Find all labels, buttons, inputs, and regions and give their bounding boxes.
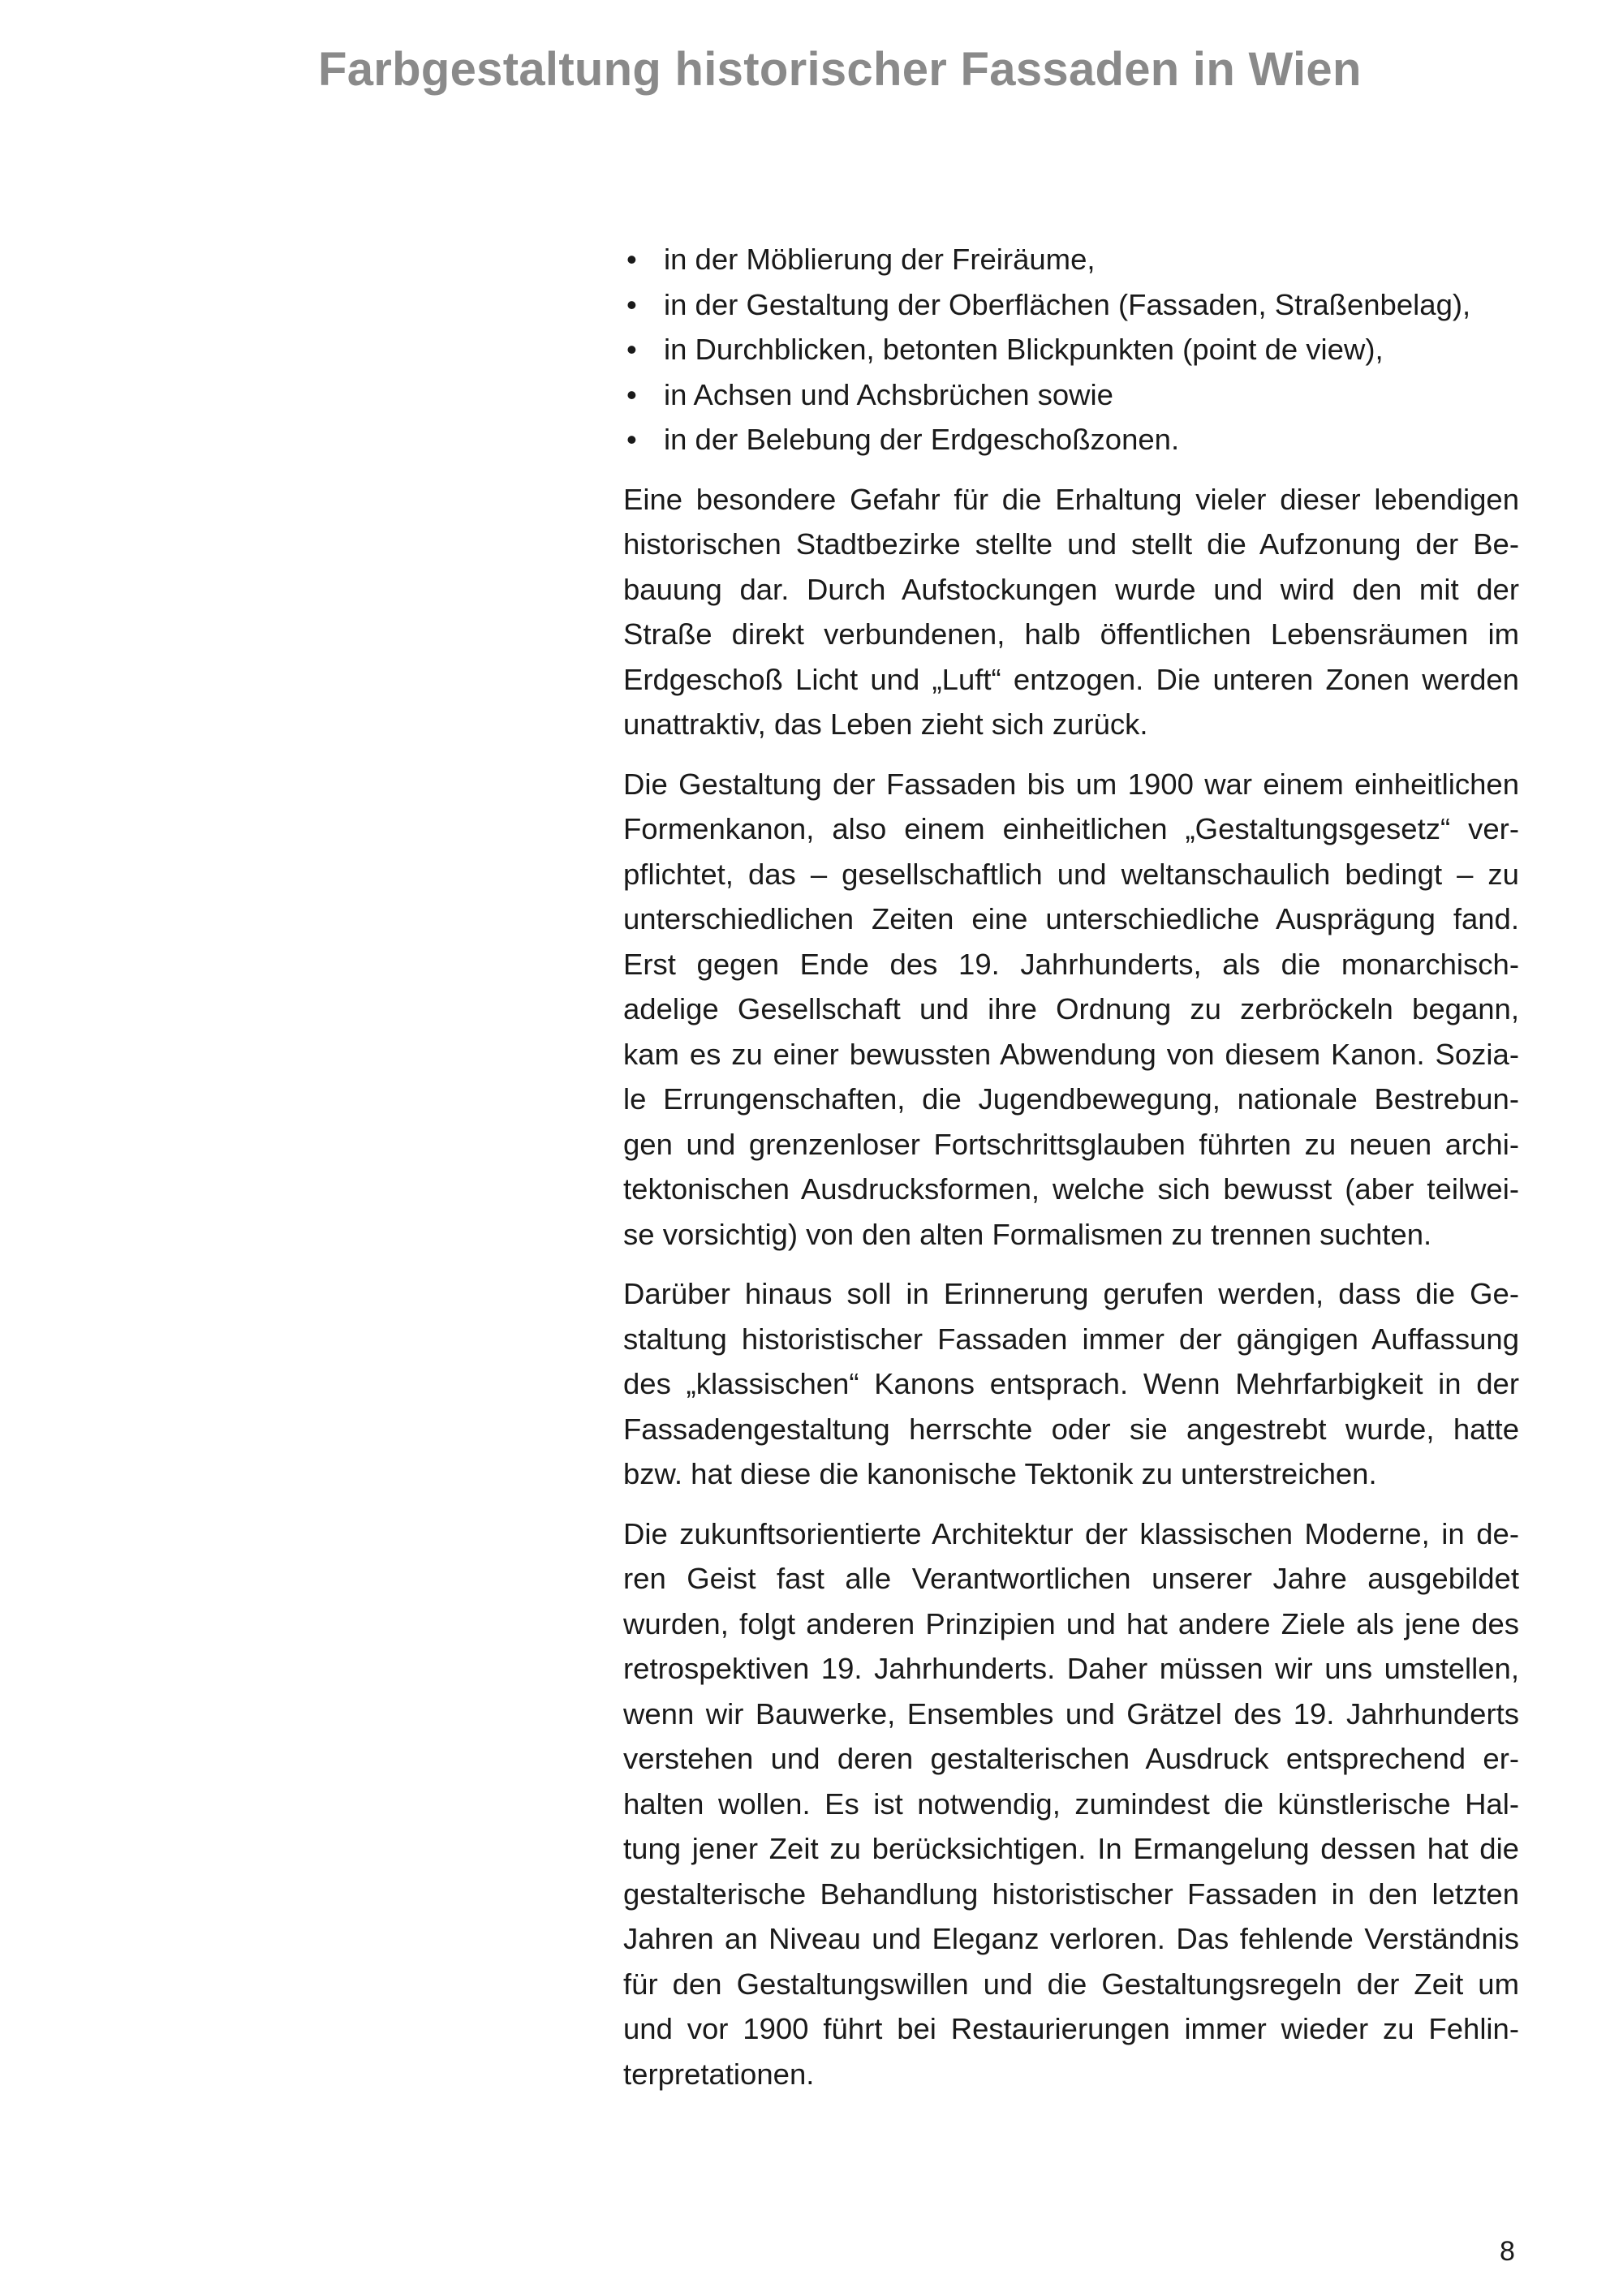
text-line: tung jener Zeit zu berücksichtigen. In Ermangelung dessen hat die: [623, 1832, 1519, 1865]
text-line: tektonischen Ausdrucksformen, welche sich bewusst (aber teilwei-: [623, 1172, 1519, 1206]
text-line: le Errungenschaften, die Jugendbewegung, nationale Bestrebun-: [623, 1082, 1519, 1116]
text-line: gen und grenzenloser Fortschrittsglauben führten zu neuen archi-: [623, 1127, 1519, 1161]
text-line: Erst gegen Ende des 19. Jahrhunderts, als die monarchisch-: [623, 947, 1519, 981]
list-item: • in der Belebung der Erdgeschoßzonen.: [623, 417, 1519, 462]
text-line: und vor 1900 führt bei Restaurierungen immer wieder zu Fehlin-: [623, 2012, 1519, 2045]
list-item: • in Achsen und Achsbrüchen sowie: [623, 372, 1519, 418]
text-line: Die Gestaltung der Fassaden bis um 1900 war einem einheitlichen: [623, 767, 1519, 801]
bullet-list: [623, 237, 1519, 462]
bullet-icon: •: [626, 287, 637, 321]
page-title: Farbgestaltung historischer Fassaden in Wien: [318, 43, 1362, 96]
text-line: se vorsichtig) von den alten Formalismen zu trennen suchten.: [623, 1217, 1432, 1251]
paragraph-formenkanon: [623, 762, 1519, 1258]
text-line: des „klassischen“ Kanons entsprach. Wenn Mehrfarbigkeit in der: [623, 1367, 1519, 1400]
text-line: unterschiedlichen Zeiten eine unterschiedliche Ausprägung fand.: [623, 902, 1519, 935]
text-line: historischen Stadtbezirke stellte und stellt die Aufzonung der Be-: [623, 527, 1519, 561]
text-line: ren Geist fast alle Verantwortlichen unserer Jahre ausgebildet: [623, 1562, 1519, 1595]
text-line: Straße direkt verbundenen, halb öffentlichen Lebensräumen im: [623, 617, 1519, 651]
paragraph-moderne: [623, 1511, 1519, 2097]
text-line: staltung historistischer Fassaden immer der gängigen Auffassung: [623, 1322, 1519, 1356]
bullet-icon: •: [626, 333, 637, 366]
text-line: für den Gestaltungswillen und die Gestaltungsregeln der Zeit um: [623, 1967, 1519, 2001]
text-line: retrospektiven 19. Jahrhunderts. Daher müssen wir uns umstellen,: [623, 1652, 1519, 1685]
text-line: halten wollen. Es ist notwendig, zumindest die künstlerische Hal-: [623, 1786, 1519, 1821]
paragraph-kanon: [623, 1271, 1519, 1497]
text-line: wurden, folgt anderen Prinzipien und hat andere Ziele als jene des: [623, 1606, 1519, 1640]
text-line: Darüber hinaus soll in Erinnerung gerufen werden, dass die Ge-: [623, 1277, 1519, 1310]
text-line: verstehen und deren gestalterischen Ausdruck entsprechend er-: [623, 1742, 1519, 1775]
text-line: terpretationen.: [623, 2057, 815, 2091]
paragraph-aufzonung: [623, 477, 1519, 747]
list-item: • in Durchblicken, betonten Blickpunkten (point de view),: [623, 327, 1519, 372]
body-text: [623, 237, 1519, 2096]
bullet-icon: •: [626, 423, 637, 456]
page-number: 8: [1500, 2236, 1515, 2267]
text-line: kam es zu einer bewussten Abwendung von diesem Kanon. Sozia-: [623, 1037, 1519, 1071]
text-line: Jahren an Niveau und Eleganz verloren. Das fehlende Verständnis: [623, 1922, 1519, 1955]
text-line: gestalterische Behandlung historistischer Fassaden in den letzten: [623, 1877, 1519, 1911]
text-line: Eine besondere Gefahr für die Erhaltung vieler dieser lebendigen: [623, 482, 1519, 516]
text-line: bauung dar. Durch Aufstockungen wurde und wird den mit der: [623, 572, 1519, 606]
text-line: wenn wir Bauwerke, Ensembles und Grätzel des 19. Jahrhunderts: [623, 1696, 1519, 1731]
list-item: • in der Gestaltung der Oberflächen (Fassaden, Straßenbelag),: [623, 282, 1519, 328]
list-item: • in der Möblierung der Freiräume,: [623, 237, 1519, 282]
text-line: adelige Gesellschaft und ihre Ordnung zu zerbröckeln begann,: [623, 992, 1519, 1025]
text-line: Die zukunftsorientierte Architektur der klassischen Moderne, in de-: [623, 1516, 1519, 1550]
bullet-icon: •: [626, 243, 637, 276]
text-line: pflichtet, das – gesellschaftlich und weltanschaulich bedingt – zu: [623, 857, 1519, 891]
text-line: unattraktiv, das Leben zieht sich zurück.: [623, 707, 1148, 741]
text-line: Formenkanon, also einem einheitlichen „Gestaltungsgesetz“ ver-: [623, 812, 1519, 845]
text-line: Fassadengestaltung herrschte oder sie angestrebt wurde, hatte: [623, 1412, 1519, 1446]
text-line: Erdgeschoß Licht und „Luft“ entzogen. Die unteren Zonen werden: [623, 662, 1519, 696]
bullet-icon: •: [626, 377, 637, 411]
text-line: bzw. hat diese die kanonische Tektonik zu unterstreichen.: [623, 1457, 1377, 1490]
